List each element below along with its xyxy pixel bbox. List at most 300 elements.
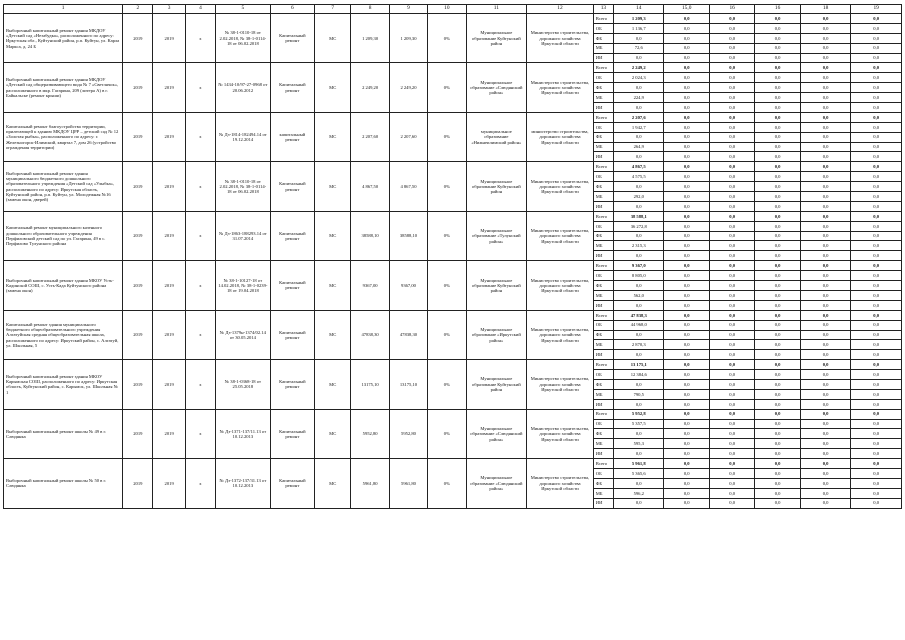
- funding-value: 0,0: [800, 43, 851, 53]
- funding-value: 0,0: [709, 330, 754, 340]
- municipality: Муниципальное образование «Слюдянский район»: [466, 459, 527, 508]
- column-number: 8: [351, 5, 389, 14]
- funding-value: 0,0: [800, 409, 851, 419]
- funding-value: 0,0: [755, 43, 800, 53]
- funding-value: 4 575,5: [613, 172, 664, 182]
- work-type: Капитальный ремонт: [270, 409, 314, 458]
- funding-value: 0,0: [851, 320, 902, 330]
- funding-value: 0,0: [800, 201, 851, 211]
- funding-source: МБ: [593, 290, 613, 300]
- funding-value: 0,0: [709, 172, 754, 182]
- funding-value: 0,0: [800, 370, 851, 380]
- funding-value: 0,0: [664, 478, 709, 488]
- table-row: [4, 63, 902, 73]
- table-row: [4, 112, 902, 122]
- column-number: 16: [709, 5, 754, 14]
- funding-value: 0,0: [755, 290, 800, 300]
- funding-value: 0,0: [755, 211, 800, 221]
- funding-value: 0,0: [709, 271, 754, 281]
- funding-value: 0,0: [851, 340, 902, 350]
- start-year: 2019: [123, 459, 153, 508]
- funding-value: 0,0: [613, 379, 664, 389]
- funding-value: 0,0: [664, 103, 709, 113]
- funding-value: 0,0: [755, 251, 800, 261]
- funding-value: 0,0: [664, 43, 709, 53]
- municipality: Муниципальное образование Куйтунский район: [466, 162, 527, 211]
- funding-value: 0,0: [851, 370, 902, 380]
- funding-source: ИИ: [593, 350, 613, 360]
- funding-value: 0,0: [664, 310, 709, 320]
- funding-value: 0,0: [664, 340, 709, 350]
- column-number: 10: [428, 5, 466, 14]
- work-type: Капитальный ремонт: [270, 63, 314, 112]
- funding-value: 0,0: [709, 320, 754, 330]
- funding-value: 72,6: [613, 43, 664, 53]
- funding-value: 0,0: [613, 449, 664, 459]
- funding-value: 0,0: [664, 290, 709, 300]
- column-number: 4: [185, 5, 215, 14]
- funding-value: 0,0: [800, 122, 851, 132]
- funding-value: 0,0: [709, 379, 754, 389]
- funding-value: 0,0: [851, 23, 902, 33]
- column-number-row: [4, 5, 902, 14]
- funding-value: 0,0: [613, 53, 664, 63]
- funding-value: 0,0: [664, 142, 709, 152]
- funding-value: 0,0: [800, 211, 851, 221]
- funding-value: 0,0: [851, 251, 902, 261]
- funding-source: ФБ: [593, 83, 613, 93]
- funding-value: 0,0: [800, 399, 851, 409]
- funding-value: 5 365,6: [613, 468, 664, 478]
- funding-source: МБ: [593, 389, 613, 399]
- table-row: [4, 162, 902, 172]
- municipality: Муниципальное образование «Слюдянский район»: [466, 63, 527, 112]
- funding-value: 595,3: [613, 439, 664, 449]
- funding-value: 0,0: [709, 63, 754, 73]
- project-document: № 38-1-0110-18 от 2.02.2018, № 38-1-0114-18 от 06.02.2018: [216, 162, 271, 211]
- funding-value: 0,0: [613, 300, 664, 310]
- funding-value: 0,0: [613, 281, 664, 291]
- funding-value: 0,0: [664, 172, 709, 182]
- table-row: [4, 211, 902, 221]
- funding-value: 0,0: [664, 63, 709, 73]
- readiness-percent: 0%: [428, 112, 466, 161]
- funding-value: 0,0: [851, 132, 902, 142]
- funding-source: ФБ: [593, 478, 613, 488]
- capacity-unit: МС: [315, 360, 351, 409]
- funding-source: ОБ: [593, 320, 613, 330]
- table-row: [4, 261, 902, 271]
- funding-value: 0,0: [755, 261, 800, 271]
- funding-value: 0,0: [613, 498, 664, 508]
- funding-value: 0,0: [709, 468, 754, 478]
- end-year: 2019: [153, 360, 185, 409]
- funding-value: 0,0: [800, 360, 851, 370]
- end-year: 2019: [153, 261, 185, 310]
- funding-value: 0,0: [851, 73, 902, 83]
- end-year: 2019: [153, 14, 185, 63]
- municipality: Муниципальное образование «Тулунский район»: [466, 211, 527, 260]
- funding-value: 0,0: [664, 241, 709, 251]
- funding-value: 0,0: [800, 498, 851, 508]
- funding-value: 2 249,2: [613, 63, 664, 73]
- object-name: Выборочный капитальный ремонт здания муниципального бюджетного дошкольного образовательного учреждения «Детский сад «Улыбка», расположенного по адресу: Иркутская область, Куйтунский район, р.п. Куйтун, ул. Молодежная №16 (замена окон, дверей): [4, 162, 123, 211]
- funding-value: 0,0: [664, 73, 709, 83]
- funding-value: 0,0: [851, 231, 902, 241]
- funding-source: ФБ: [593, 330, 613, 340]
- funding-value: 0,0: [664, 261, 709, 271]
- funding-value: 0,0: [664, 409, 709, 419]
- funding-value: 0,0: [664, 330, 709, 340]
- funding-value: 0,0: [664, 498, 709, 508]
- funding-value: 0,0: [755, 93, 800, 103]
- project-document: № Дз-1863-188293.14 от 31.07.2014: [216, 211, 271, 260]
- column-number: 1: [4, 5, 123, 14]
- funding-value: 0,0: [851, 122, 902, 132]
- readiness-percent: 0%: [428, 310, 466, 359]
- column-number: 12: [527, 5, 594, 14]
- estimated-cost: 4 867,50: [351, 162, 389, 211]
- funding-value: 0,0: [709, 340, 754, 350]
- funding-value: 0,0: [800, 488, 851, 498]
- funding-value: 0,0: [755, 152, 800, 162]
- funding-value: 0,0: [613, 231, 664, 241]
- funding-value: 0,0: [800, 182, 851, 192]
- funding-source: ФБ: [593, 33, 613, 43]
- work-type: Капитальный ремонт: [270, 360, 314, 409]
- funding-value: 0,0: [664, 271, 709, 281]
- start-year: 2019: [123, 63, 153, 112]
- funding-value: 0,0: [664, 83, 709, 93]
- responsible-ministry: Министерство строительства, дорожного хозяйства Иркутской области: [527, 211, 594, 260]
- funding-value: 0,0: [709, 182, 754, 192]
- funding-source: ОБ: [593, 73, 613, 83]
- funding-value: 4 867,5: [613, 162, 664, 172]
- funding-source: ОБ: [593, 23, 613, 33]
- funding-value: 12 384,6: [613, 370, 664, 380]
- funding-value: 0,0: [800, 389, 851, 399]
- funding-value: 0,0: [755, 33, 800, 43]
- funding-source: ИИ: [593, 449, 613, 459]
- funding-value: 0,0: [664, 300, 709, 310]
- funding-value: 0,0: [709, 33, 754, 43]
- funding-value: 0,0: [709, 112, 754, 122]
- funding-value: 0,0: [755, 340, 800, 350]
- object-name: Выборочный капитальный ремонт здания МКОУ Карымская СОШ, расположенного по адресу: Иркутская область, Куйтунский район, с. Карымск, ул. Школьная № 1: [4, 360, 123, 409]
- municipality: Муниципальное образование Куйтунский район: [466, 360, 527, 409]
- funding-value: 2 315,3: [613, 241, 664, 251]
- funding-value: 562,0: [613, 290, 664, 300]
- project-document: № Дз-1379н-1374/02.14 от 30.05.2014: [216, 310, 271, 359]
- funding-value: 0,0: [851, 478, 902, 488]
- funding-value: 0,0: [664, 33, 709, 43]
- readiness-percent: 0%: [428, 360, 466, 409]
- start-year: 2019: [123, 14, 153, 63]
- funding-value: 0,0: [851, 399, 902, 409]
- start-year: 2019: [123, 409, 153, 458]
- funding-source: ОБ: [593, 221, 613, 231]
- responsible-ministry: Министерство строительства, дорожного хозяйства Иркутской области: [527, 162, 594, 211]
- funding-value: 0,0: [709, 43, 754, 53]
- estimated-cost: 47838,30: [351, 310, 389, 359]
- funding-value: 0,0: [664, 459, 709, 469]
- funding-value: 2 024,3: [613, 73, 664, 83]
- municipality: Муниципальное образование Куйтунский район: [466, 261, 527, 310]
- funding-value: 2 207,6: [613, 112, 664, 122]
- funding-value: 0,0: [851, 468, 902, 478]
- funding-value: 0,0: [755, 350, 800, 360]
- funding-value: 0,0: [755, 271, 800, 281]
- funding-value: 0,0: [755, 459, 800, 469]
- funding-source: МБ: [593, 488, 613, 498]
- funding-value: 44 968,0: [613, 320, 664, 330]
- funding-value: 0,0: [800, 310, 851, 320]
- responsible-ministry: Министерство строительства, дорожного хозяйства Иркутской области: [527, 63, 594, 112]
- funding-source: МБ: [593, 93, 613, 103]
- readiness-percent: 0%: [428, 63, 466, 112]
- funding-value: 1 209,3: [613, 14, 664, 24]
- investment-program-table: [3, 4, 902, 509]
- funding-value: 0,0: [755, 360, 800, 370]
- funding-value: 0,0: [664, 360, 709, 370]
- funding-value: 0,0: [755, 122, 800, 132]
- funding-value: 0,0: [664, 162, 709, 172]
- funding-value: 1 942,7: [613, 122, 664, 132]
- readiness-percent: 0%: [428, 409, 466, 458]
- object-name: Выборочный капитальный ремонт школы № 50 в г. Слюдянка: [4, 459, 123, 508]
- column-number: 2: [123, 5, 153, 14]
- funding-value: 0,0: [800, 290, 851, 300]
- funding-source: Всего: [593, 162, 613, 172]
- capacity-unit: МС: [315, 14, 351, 63]
- funding-value: 0,0: [800, 271, 851, 281]
- funding-value: 0,0: [709, 162, 754, 172]
- funding-value: 0,0: [709, 142, 754, 152]
- work-type: Капитальный ремонт: [270, 459, 314, 508]
- funding-source: Всего: [593, 112, 613, 122]
- funding-source: ОБ: [593, 271, 613, 281]
- object-name: Выборочный капитальный ремонт школы № 49 в г. Слюдянка: [4, 409, 123, 458]
- funding-value: 0,0: [851, 192, 902, 202]
- readiness-percent: 0%: [428, 261, 466, 310]
- funding-value: 0,0: [851, 360, 902, 370]
- funding-value: 0,0: [755, 498, 800, 508]
- funding-value: 0,0: [800, 192, 851, 202]
- funding-source: ФБ: [593, 379, 613, 389]
- funding-value: 0,0: [800, 350, 851, 360]
- funding-value: 0,0: [800, 162, 851, 172]
- funding-source: ОБ: [593, 172, 613, 182]
- funding-value: 0,0: [851, 241, 902, 251]
- readiness-percent: 0%: [428, 162, 466, 211]
- funding-value: 0,0: [664, 182, 709, 192]
- funding-value: 0,0: [664, 320, 709, 330]
- table-row: [4, 14, 902, 24]
- funding-value: 0,0: [709, 231, 754, 241]
- funding-value: 0,0: [755, 83, 800, 93]
- column-number: 18: [800, 5, 851, 14]
- funding-value: 0,0: [851, 103, 902, 113]
- funding-value: 0,0: [800, 468, 851, 478]
- project-document: № Дз-1372-137/31.13 от 10.12.2013: [216, 459, 271, 508]
- funding-source: ФБ: [593, 429, 613, 439]
- funding-value: 0,0: [800, 251, 851, 261]
- funding-source: ИИ: [593, 53, 613, 63]
- funding-value: 0,0: [755, 14, 800, 24]
- funding-value: 5 952,8: [613, 409, 664, 419]
- object-name: Выборочный капитальный ремонт здания МКДОУ «Детский сад «Незабудка», расположенного по адресу: Иркутская обл., Куйтунский район, р.п. Куйтун, ул. Карла Маркса, д. 24 Б: [4, 14, 123, 63]
- funding-value: 0,0: [709, 241, 754, 251]
- capacity-unit: МС: [315, 63, 351, 112]
- funding-value: 0,0: [800, 379, 851, 389]
- column-number: 9: [389, 5, 427, 14]
- funding-value: 38 588,1: [613, 211, 664, 221]
- funding-value: 0,0: [709, 300, 754, 310]
- funding-value: 0,0: [800, 14, 851, 24]
- funding-value: 0,0: [613, 399, 664, 409]
- responsible-ministry: Министерство строительства, дорожного хозяйства Иркутской области: [527, 459, 594, 508]
- funding-value: 0,0: [709, 360, 754, 370]
- funding-value: 0,0: [755, 182, 800, 192]
- funding-source: МБ: [593, 142, 613, 152]
- funding-value: 264,9: [613, 142, 664, 152]
- funding-value: 0,0: [664, 93, 709, 103]
- estimated-cost: 13175,10: [351, 360, 389, 409]
- funding-source: ФБ: [593, 281, 613, 291]
- funding-value: 0,0: [800, 330, 851, 340]
- funding-source: Всего: [593, 360, 613, 370]
- remaining-cost: 1 209,30: [389, 14, 427, 63]
- funding-value: 0,0: [613, 132, 664, 142]
- funding-value: 0,0: [664, 192, 709, 202]
- funding-value: 0,0: [755, 379, 800, 389]
- funding-value: 0,0: [664, 211, 709, 221]
- readiness-percent: 0%: [428, 459, 466, 508]
- funding-source: ИИ: [593, 201, 613, 211]
- funding-source: ИИ: [593, 399, 613, 409]
- funding-value: 0,0: [800, 152, 851, 162]
- capacity-unit: МС: [315, 409, 351, 458]
- funding-value: 0,0: [800, 320, 851, 330]
- funding-value: 0,0: [755, 429, 800, 439]
- funding-value: 0,0: [664, 439, 709, 449]
- table-row: [4, 409, 902, 419]
- capacity-unit: МС: [315, 310, 351, 359]
- funding-value: 0,0: [664, 488, 709, 498]
- funding-value: 0,0: [613, 83, 664, 93]
- x-mark: х: [185, 360, 215, 409]
- funding-value: 0,0: [755, 409, 800, 419]
- x-mark: х: [185, 162, 215, 211]
- funding-value: 0,0: [851, 14, 902, 24]
- funding-value: 0,0: [755, 142, 800, 152]
- start-year: 2019: [123, 112, 153, 161]
- funding-value: 0,0: [709, 103, 754, 113]
- end-year: 2019: [153, 459, 185, 508]
- funding-value: 0,0: [709, 478, 754, 488]
- funding-value: 0,0: [755, 300, 800, 310]
- estimated-cost: 2 249,20: [351, 63, 389, 112]
- funding-value: 47 838,3: [613, 310, 664, 320]
- column-number: 19: [851, 5, 902, 14]
- funding-value: 0,0: [755, 399, 800, 409]
- funding-source: Всего: [593, 409, 613, 419]
- funding-value: 0,0: [800, 300, 851, 310]
- funding-value: 0,0: [664, 449, 709, 459]
- funding-value: 0,0: [709, 14, 754, 24]
- funding-value: 0,0: [800, 241, 851, 251]
- work-type: Капитальный ремонт: [270, 261, 314, 310]
- funding-value: 9 367,0: [613, 261, 664, 271]
- funding-value: 5 357,5: [613, 419, 664, 429]
- estimated-cost: 5961,80: [351, 459, 389, 508]
- estimated-cost: 5952,80: [351, 409, 389, 458]
- funding-source: ОБ: [593, 370, 613, 380]
- column-number: 3: [153, 5, 185, 14]
- remaining-cost: 9367,00: [389, 261, 427, 310]
- funding-source: Всего: [593, 211, 613, 221]
- funding-value: 0,0: [709, 488, 754, 498]
- funding-value: 0,0: [800, 53, 851, 63]
- funding-value: 0,0: [851, 182, 902, 192]
- start-year: 2019: [123, 310, 153, 359]
- funding-source: ФБ: [593, 231, 613, 241]
- start-year: 2019: [123, 162, 153, 211]
- funding-value: 0,0: [851, 112, 902, 122]
- funding-value: 0,0: [755, 172, 800, 182]
- object-name: Выборочный капитальный ремонт здания МКОУ Усть-Кадинской СОШ, с. Усть-Када Куйтунского района (замена окон): [4, 261, 123, 310]
- funding-value: 0,0: [709, 251, 754, 261]
- funding-value: 0,0: [851, 488, 902, 498]
- funding-value: 0,0: [709, 310, 754, 320]
- funding-value: 0,0: [755, 370, 800, 380]
- funding-value: 0,0: [755, 389, 800, 399]
- funding-value: 0,0: [709, 132, 754, 142]
- funding-value: 0,0: [709, 409, 754, 419]
- responsible-ministry: Министерство строительства, дорожного хозяйства Иркутской области: [527, 14, 594, 63]
- start-year: 2019: [123, 211, 153, 260]
- responsible-ministry: Министерство строительства, дорожного хозяйства Иркутской области: [527, 261, 594, 310]
- funding-value: 0,0: [851, 389, 902, 399]
- funding-source: Всего: [593, 261, 613, 271]
- funding-value: 0,0: [851, 53, 902, 63]
- funding-value: 0,0: [664, 429, 709, 439]
- funding-value: 0,0: [613, 429, 664, 439]
- object-name: Капитальный ремонт здания муниципального бюджетного общеобразовательного учреждения Алгатуйская средняя общеобразовательная школа, расположенного по адресу: Иркутский район, с. Алгатуй, ул. Школьная, 5: [4, 310, 123, 359]
- project-document: № Дз-1814-182494.14 от 19.12.2014: [216, 112, 271, 161]
- funding-value: 0,0: [851, 33, 902, 43]
- funding-value: 0,0: [851, 152, 902, 162]
- funding-value: 0,0: [709, 419, 754, 429]
- column-number: 14: [613, 5, 664, 14]
- funding-source: Всего: [593, 310, 613, 320]
- start-year: 2019: [123, 261, 153, 310]
- funding-value: 0,0: [800, 439, 851, 449]
- funding-source: МБ: [593, 340, 613, 350]
- funding-value: 0,0: [851, 281, 902, 291]
- responsible-ministry: Министерство строительства, дорожного хозяйства Иркутской области: [527, 409, 594, 458]
- funding-source: ФБ: [593, 132, 613, 142]
- funding-value: 0,0: [800, 221, 851, 231]
- funding-value: 0,0: [755, 241, 800, 251]
- column-number: 11: [466, 5, 527, 14]
- funding-value: 0,0: [709, 152, 754, 162]
- remaining-cost: 47838,30: [389, 310, 427, 359]
- start-year: 2019: [123, 360, 153, 409]
- funding-value: 0,0: [851, 211, 902, 221]
- funding-source: ИИ: [593, 300, 613, 310]
- funding-value: 0,0: [709, 73, 754, 83]
